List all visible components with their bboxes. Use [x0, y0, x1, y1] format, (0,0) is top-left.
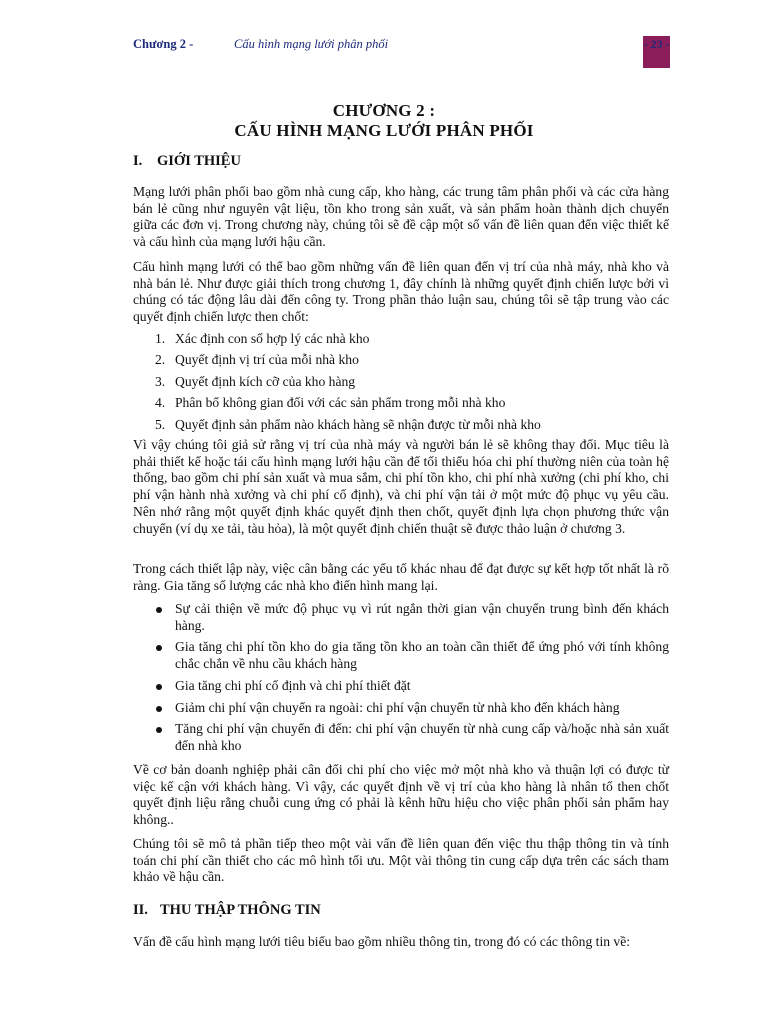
list-text: Xác định con số hợp lý các nhà kho [175, 331, 370, 346]
list-item [133, 374, 669, 395]
bullet-text: Sự cải thiện về mức độ phục vụ vì rút ngắn thời gian vận chuyển trung bình đến khách hàng. [175, 601, 669, 633]
paragraph: Vì vậy chúng tôi giả sử rằng vị trí của nhà máy và người bán lẻ sẽ không thay đổi. Mục tiêu là phải thiết kế hoặc tái cấu hình mạng lưới hậu cần để tối thiểu hóa chi phí thường niên của toàn hệ thống, bao gồm chi phí sản xuất và mua sắm, chi phí tồn kho, chi phí nhà xưởng (chi phí kho, chi phí vận hành nhà xưởng và chi phí cố định), và chi phí vận tải ở một mức độ phục vụ yêu cầu. Nên nhớ rằng một quyết định khác quyết định then chốt, quyết định lựa chọn phương thức vận chuyển (ví dụ xe tải, tàu hỏa), là một quyết định chiến thuật sẽ được thảo luận ở chương 3. [133, 437, 669, 536]
paragraph: Về cơ bản doanh nghiệp phải cân đối chi phí cho việc mở một nhà kho và thuận lợi có được từ việc kế cận với khách hàng. Vì vậy, các quyết định về vị trí của kho hàng là nhân tố then chốt quyết định liệu rằng chuỗi cung ứng có phải là kênh hữu hiệu cho việc phân phối sản phẩm hay không.. [133, 762, 669, 828]
bullet-item [133, 601, 669, 634]
list-text: Quyết định kích cỡ của kho hàng [175, 373, 356, 389]
bullet-list [133, 601, 669, 760]
bullet-text: Tăng chi phí vận chuyển đi đến: chi phí vận chuyển từ nhà cung cấp và/hoặc nhà sản xuất đến nhà kho [175, 721, 669, 753]
list-text: Quyết định sản phẩm nào khách hàng sẽ nhận được từ mỗi nhà kho [175, 416, 541, 432]
list-number: 4. [155, 395, 166, 411]
list-number: 2. [155, 352, 166, 368]
list-item [133, 352, 669, 373]
list-number: 5. [155, 416, 166, 432]
bullet-icon [156, 727, 162, 733]
bullet-icon [156, 684, 162, 690]
list-number: 3. [155, 373, 166, 389]
section-number: II. [133, 902, 148, 918]
list-text: Quyết định vị trí của mỗi nhà kho [175, 352, 359, 368]
header-title: Cấu hình mạng lưới phân phối [234, 37, 389, 51]
chapter-number: CHƯƠNG 2 : [332, 101, 436, 120]
list-number: 1. [155, 331, 166, 346]
paragraph: Mạng lưới phân phối bao gồm nhà cung cấp, kho hàng, các trung tâm phân phối và các cửa hàng bán lẻ cũng như nguyên vật liệu, tồn kho trong sản xuất, và sản phẩm hoàn thành dịch chuyển giữa các đơn vị. Trong chương này, chúng tôi sẽ đề cập một số vấn đề liên quan đến việc thiết kế và cấu hình của mạng lưới hậu cần. [133, 184, 669, 250]
list-item [133, 395, 669, 416]
bullet-text: Giảm chi phí vận chuyển ra ngoài: chi phí vận chuyển từ nhà kho đến khách hàng [175, 699, 620, 715]
header-chapter: Chương 2 - [133, 37, 194, 51]
list-text: Phân bổ không gian đối với các sản phẩm trong mỗi nhà kho [175, 395, 506, 411]
paragraph: Chúng tôi sẽ mô tả phần tiếp theo một vài vấn đề liên quan đến việc thu thập thông tin và tính toán chi phí cần thiết cho các mô hình tối ưu. Một vài thông tin cung cấp dựa trên các sách tham khảo về hậu cần. [133, 836, 669, 885]
paragraph: Trong cách thiết lập này, việc cân bằng các yếu tố khác nhau để đạt được sự kết hợp tốt nhất là rõ ràng. Gia tăng số lượng các nhà kho điển hình mang lại. [133, 561, 669, 593]
bullet-icon [156, 706, 162, 712]
page-number-box [643, 36, 670, 68]
section-title: THU THẬP THÔNG TIN [160, 902, 321, 918]
list-item [133, 331, 669, 352]
paragraph: Cấu hình mạng lưới có thể bao gồm những vấn đề liên quan đến vị trí của nhà máy, nhà kho và nhà bán lẻ. Như được giải thích trong chương 1, đây chính là những quyết định chiến lược bởi vì chúng có tác động lâu dài đến công ty. Trong phần thảo luận sau, chúng tôi sẽ tập trung vào các quyết định chiến lược then chốt: [133, 259, 669, 325]
paragraph: Vấn đề cấu hình mạng lưới tiêu biểu bao gồm nhiều thông tin, trong đó có các thông tin về: [133, 934, 631, 949]
bullet-item [133, 700, 669, 717]
list-item [133, 417, 669, 438]
bullet-item [133, 721, 669, 754]
section-heading-1 [133, 153, 241, 170]
bullet-icon [156, 645, 162, 651]
bullet-text: Gia tăng chi phí cố định và chi phí thiết đặt [175, 677, 411, 693]
bullet-item [133, 678, 669, 695]
bullet-item [133, 639, 669, 672]
numbered-list [133, 331, 669, 438]
chapter-title: CẤU HÌNH MẠNG LƯỚI PHÂN PHỐI [234, 121, 534, 140]
section-title: GIỚI THIỆU [157, 153, 241, 169]
page-number: - 23 - [643, 37, 670, 51]
section-heading-2 [133, 902, 321, 919]
section-number: I. [133, 153, 143, 169]
bullet-icon [156, 607, 162, 613]
bullet-text: Gia tăng chi phí tồn kho do gia tăng tồn kho an toàn cần thiết để ứng phó với tính không chắc chắn về nhu cầu khách hàng [175, 639, 669, 672]
